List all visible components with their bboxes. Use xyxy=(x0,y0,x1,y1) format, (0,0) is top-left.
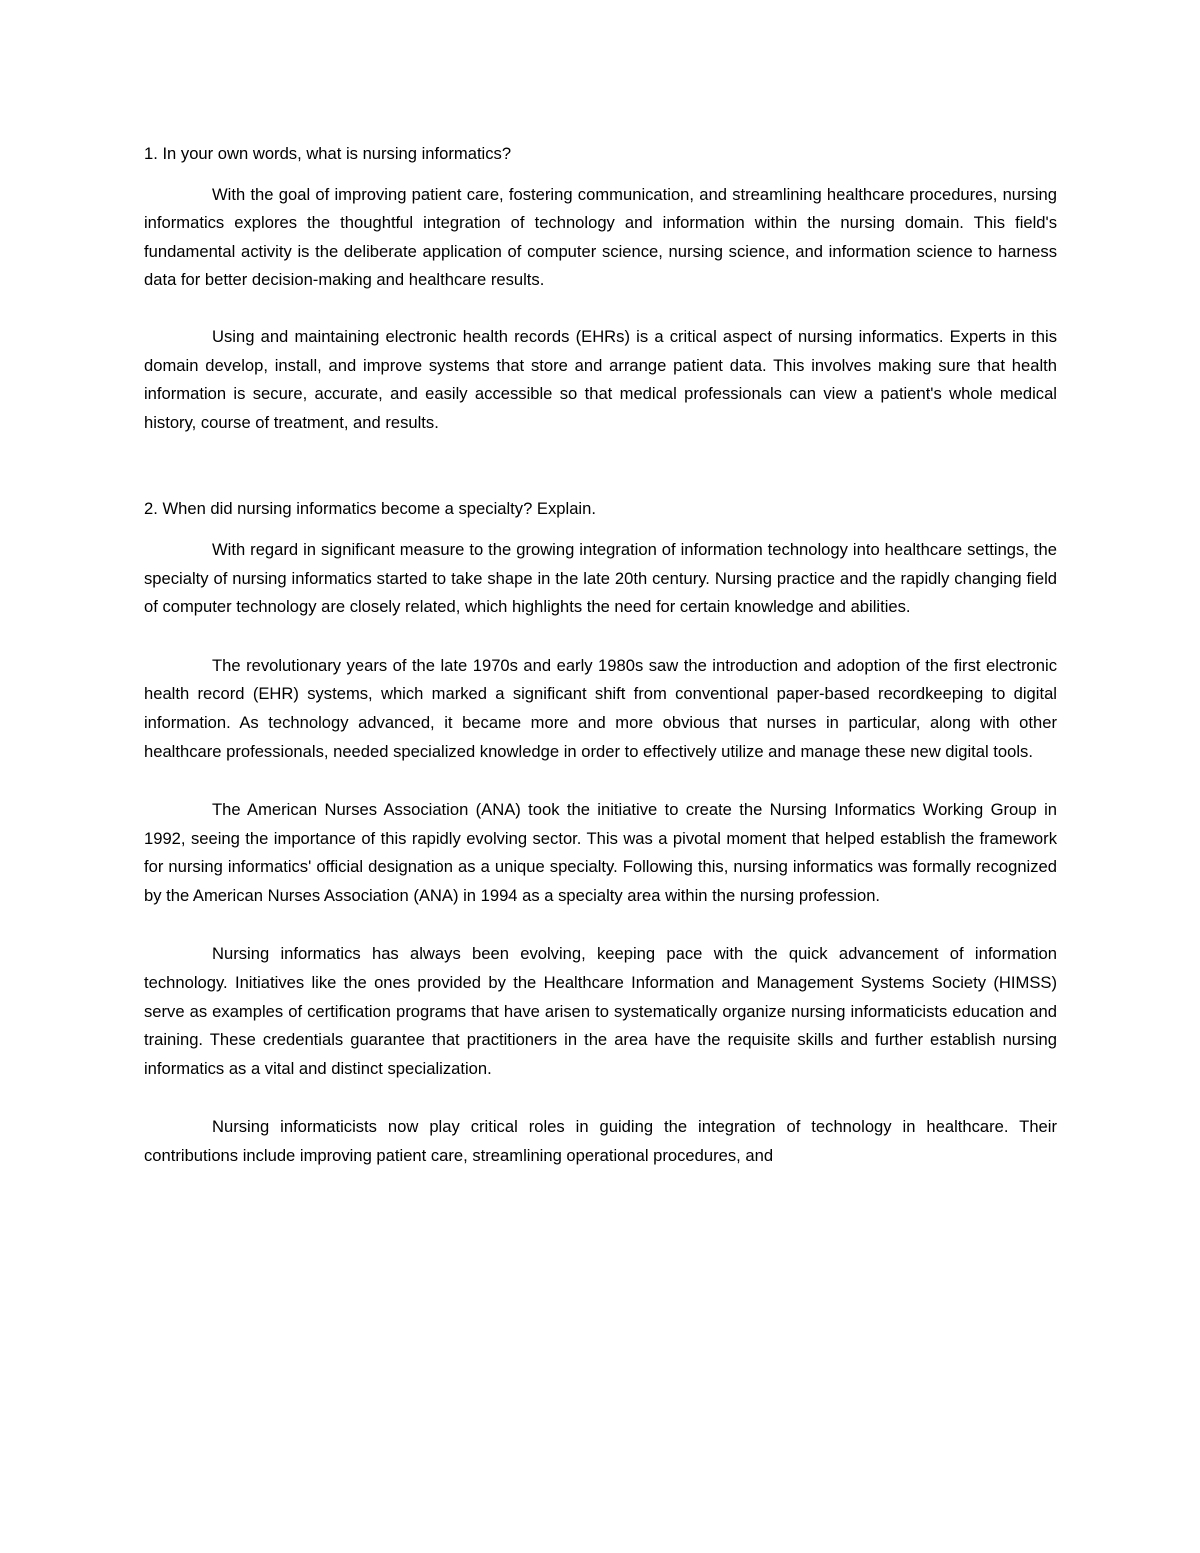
paragraph-spacer xyxy=(144,622,1057,652)
question-2-paragraph-4: Nursing informatics has always been evolving, keeping pace with the quick advancement of information technology. Initiatives like the ones provided by the Healthcare Information and Management Systems Society (HIMSS) serve as examples of certification programs that have arisen to systematically organize nursing informaticists education and training. These credentials guarantee that practitioners in the area have the requisite skills and further establish nursing informatics as a vital and distinct specialization. xyxy=(144,944,1057,1078)
paragraph-spacer xyxy=(144,910,1057,940)
question-1-paragraph-2: Using and maintaining electronic health records (EHRs) is a critical aspect of nursing informatics. Experts in this domain develop, install, and improve systems that store and arrange patient data. This involves making sure that health information is secure, accurate, and easily accessible so that medical professionals can view a patient's whole medical history, course of treatment, and results. xyxy=(144,326,1057,432)
question-2-paragraph-1: With regard in significant measure to the growing integration of information technology into healthcare settings, the specialty of nursing informatics started to take shape in the late 20th century. Nursing practice and the rapidly changing field of computer technology are closely related, which highlights the need for certain knowledge and abilities. xyxy=(144,539,1057,617)
question-2-paragraph-2: The revolutionary years of the late 1970s and early 1980s saw the introduction and adoption of the first electronic health record (EHR) systems, which marked a significant shift from conventional paper-based recordkeeping to digital information. As technology advanced, it became more and more obvious that nurses in particular, along with other healthcare professionals, needed specialized knowledge in order to effectively utilize and manage these new digital tools. xyxy=(144,655,1057,761)
question-1-heading: 1. In your own words, what is nursing informatics? xyxy=(144,144,512,163)
question-2-paragraph-5: Nursing informaticists now play critical roles in guiding the integration of technology in healthcare. Their contributions include improving patient care, streamlining operational procedures, and xyxy=(144,1117,1057,1166)
question-2-paragraph-3: The American Nurses Association (ANA) took the initiative to create the Nursing Informatics Working Group in 1992, seeing the importance of this rapidly evolving sector. This was a pivotal moment that helped establish the framework for nursing informatics' official designation as a unique specialty. Following this, nursing informatics was formally recognized by the American Nurses Association (ANA) in 1994 as a specialty area within the nursing profession. xyxy=(144,800,1057,905)
paragraph-spacer xyxy=(144,1083,1057,1113)
document-body xyxy=(144,140,1057,1171)
question-1-paragraph-1: With the goal of improving patient care, fostering communication, and streamlining healthcare procedures, nursing informatics explores the thoughtful integration of technology and information within the nursing domain. This field's fundamental activity is the deliberate application of computer science, nursing science, and information science to harness data for better decision-making and healthcare results. xyxy=(144,184,1057,290)
question-2-heading: 2. When did nursing informatics become a specialty? Explain. xyxy=(144,499,596,519)
paragraph-spacer xyxy=(144,766,1057,796)
section-spacer xyxy=(144,437,1057,495)
paragraph-spacer xyxy=(144,295,1057,323)
